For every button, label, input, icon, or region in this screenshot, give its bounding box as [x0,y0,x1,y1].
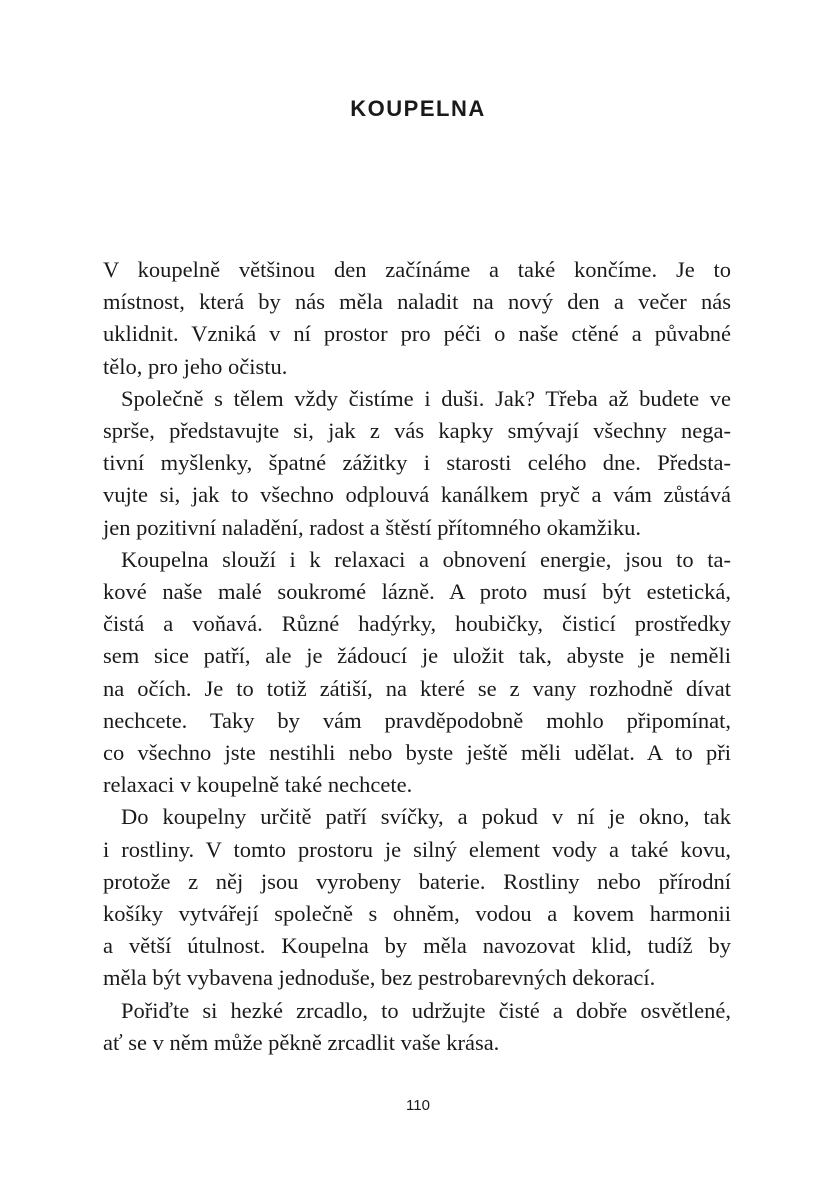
text-line: na očích. Je to totiž zátiší, na které se z vany rozhodně dívat [103,675,731,701]
text-line: Koupelna slouží i k relaxaci a obnovení energie, jsou to ta- [121,546,731,572]
text-line: protože z něj jsou vyrobeny baterie. Rostliny nebo přírodní [103,868,731,894]
paragraph-1 [103,254,731,383]
text-line: měla být vybavena jednoduše, bez pestrobarevných dekorací. [103,965,656,991]
text-line: a větší útulnost. Koupelna by měla navozovat klid, tudíž by [103,933,731,959]
text-line: čistá a voňavá. Různé hadýrky, houbičky, čisticí prostředky [103,611,731,637]
text-line: Společně s tělem vždy čistíme i duši. Jak? Třeba až budete ve [121,385,731,411]
text-line: uklidnit. Vzniká v ní prostor pro péči o naše ctěné a půvabné [103,321,731,347]
text-line: kové naše malé soukromé lázně. A proto musí být estetická, [103,579,731,605]
text-line: Do koupelny určitě patří svíčky, a pokud v ní je okno, tak [121,804,731,830]
paragraph-2 [103,383,731,544]
page-number: 110 [406,1097,430,1114]
text-line: V koupelně většinou den začínáme a také končíme. Je to [103,257,731,282]
paragraph-5 [103,995,731,1059]
text-line: místnost, která by nás měla naladit na nový den a večer nás [103,289,731,315]
text-line: ať se v něm může pěkně zrcadlit vaše krása. [103,1029,500,1055]
text-line: tělo, pro jeho očistu. [103,353,288,379]
text-line: relaxaci v koupelně také nechcete. [103,772,413,798]
chapter-title: KOUPELNA [350,96,486,121]
text-line: sprše, představujte si, jak z vás kapky smývají všechny nega- [103,418,731,444]
text-line: jen pozitivní naladění, radost a štěstí přítomného okamžiku. [103,514,642,540]
text-line: košíky vytvářejí společně s ohněm, vodou a kovem harmonii [103,901,731,927]
text-line: Pořiďte si hezké zrcadlo, to udržujte čisté a dobře osvětlené, [121,997,731,1023]
text-line: nechcete. Taky by vám pravděpodobně mohlo připomínat, [103,707,731,733]
text-line: sem sice patří, ale je žádoucí je uložit tak, abyste je neměli [103,643,731,669]
text-line: co všechno jste nestihli nebo byste ještě měli udělat. A to při [103,740,731,766]
text-line: i rostliny. V tomto prostoru je silný element vody a také kovu, [103,836,731,862]
text-line: vujte si, jak to všechno odplouvá kanálkem pryč a vám zůstává [103,482,731,508]
text-line: tivní myšlenky, špatné zážitky i starosti celého dne. Předsta- [103,450,731,476]
paragraph-3 [103,544,731,802]
body-text [103,254,731,1059]
paragraph-4 [103,801,731,994]
